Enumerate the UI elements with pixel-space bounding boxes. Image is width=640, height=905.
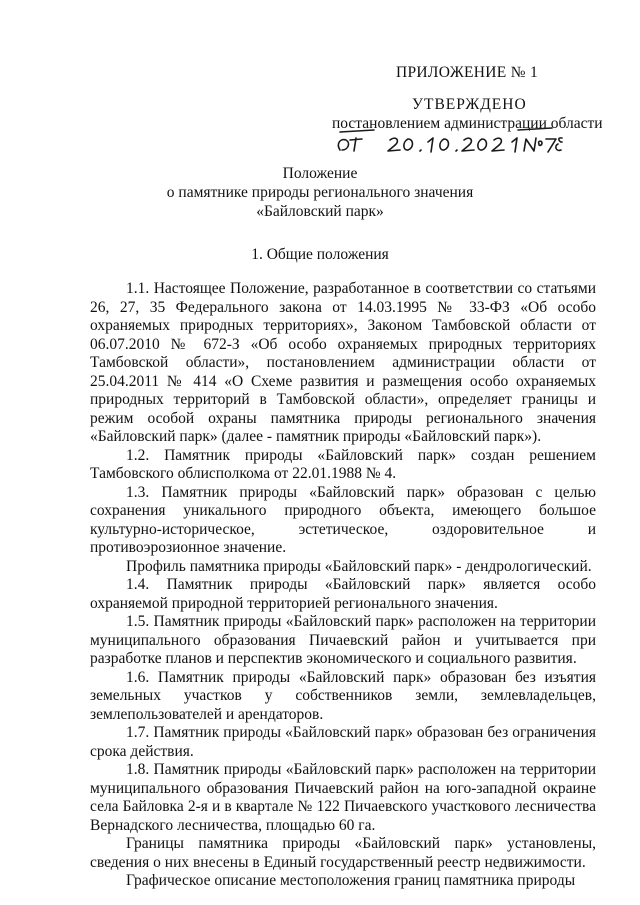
title-line-2: о памятнике природы регионального значения (166, 184, 474, 201)
paragraph-borders: Границы памятника природы «Байловский парк» установлены, сведения о них внесены в Единый государственный реестр недвижимости. (90, 835, 596, 871)
paragraph-1-1: 1.1. Настоящее Положение, разработанное в соответствии со статьями 26, 27, 35 Федерального закона от 14.03.1995 № 33-ФЗ «Об особо охраняемых природных территориях», Законом Тамбовской области от 06.07.2010 № 672-З «Об особо охраняемых природных территориях Тамбовской области», постановлением администрации области от 25.04.2011 № 414 «О Схеме развития и размещения особо охраняемых природных территорий в Тамбовской области», определяет границы и режим особой охраны памятника природы регионального значения «Байловский парк» (далее - памятник природы «Байловский парк»). (90, 280, 596, 445)
paragraph-1-2: 1.2. Памятник природы «Байловский парк» создан решением Тамбовского облисполкома от 22.01.1988 № 4. (90, 446, 596, 482)
paragraph-graphic-description: Графическое описание местоположения границ памятника природы (126, 872, 576, 889)
paragraph-1-6: 1.6. Памятник природы «Байловский парк» образован без изъятия земельных участков у собственников земли, землевладельцев, землепользователей и арендаторов. (90, 668, 596, 723)
paragraph-1-5: 1.5. Памятник природы «Байловский парк» расположен на территории муниципального образования Пичаевский район и учитывается при разработке планов и перспектив экономического и социального развития. (90, 613, 596, 667)
document-title (0, 164, 640, 221)
resolution-line: постановлением администрации области (332, 115, 603, 132)
title-line-3: «Байловский парк» (256, 203, 384, 220)
paragraph-profile: Профиль памятника природы «Байловский парк» - дендрологический. (126, 557, 592, 575)
paragraph-1-7: 1.7. Памятник природы «Байловский парк» образован без ограничения срока действия. (90, 724, 596, 760)
paragraph-1-3: 1.3. Памятник природы «Байловский парк» образован с целью сохранения уникального природного объекта, имеющего большое культурно-историческое, эстетическое, оздоровительное и противоэрозионное значение. (90, 483, 596, 556)
paragraph-1-4: 1.4. Памятник природы «Байловский парк» является особо охраняемой природной территорией регионального значения. (90, 576, 596, 612)
section-heading: 1. Общие положения (251, 246, 389, 263)
title-line-1: Положение (282, 165, 358, 182)
body-text (90, 280, 596, 891)
appendix-number: ПРИЛОЖЕНИЕ № 1 (396, 64, 539, 81)
approved-label: УТВЕРЖДЕНО (412, 96, 527, 113)
paragraph-1-8: 1.8. Памятник природы «Байловский парк» расположен на территории муниципального образования Пичаевский район на юго-западной окраине села Байловка 2-я и в квартале № 122 Пичаевского участкового лесничества Вернадского лесничества, площадью 60 га. (90, 761, 596, 834)
handwritten-date-number (334, 124, 564, 160)
